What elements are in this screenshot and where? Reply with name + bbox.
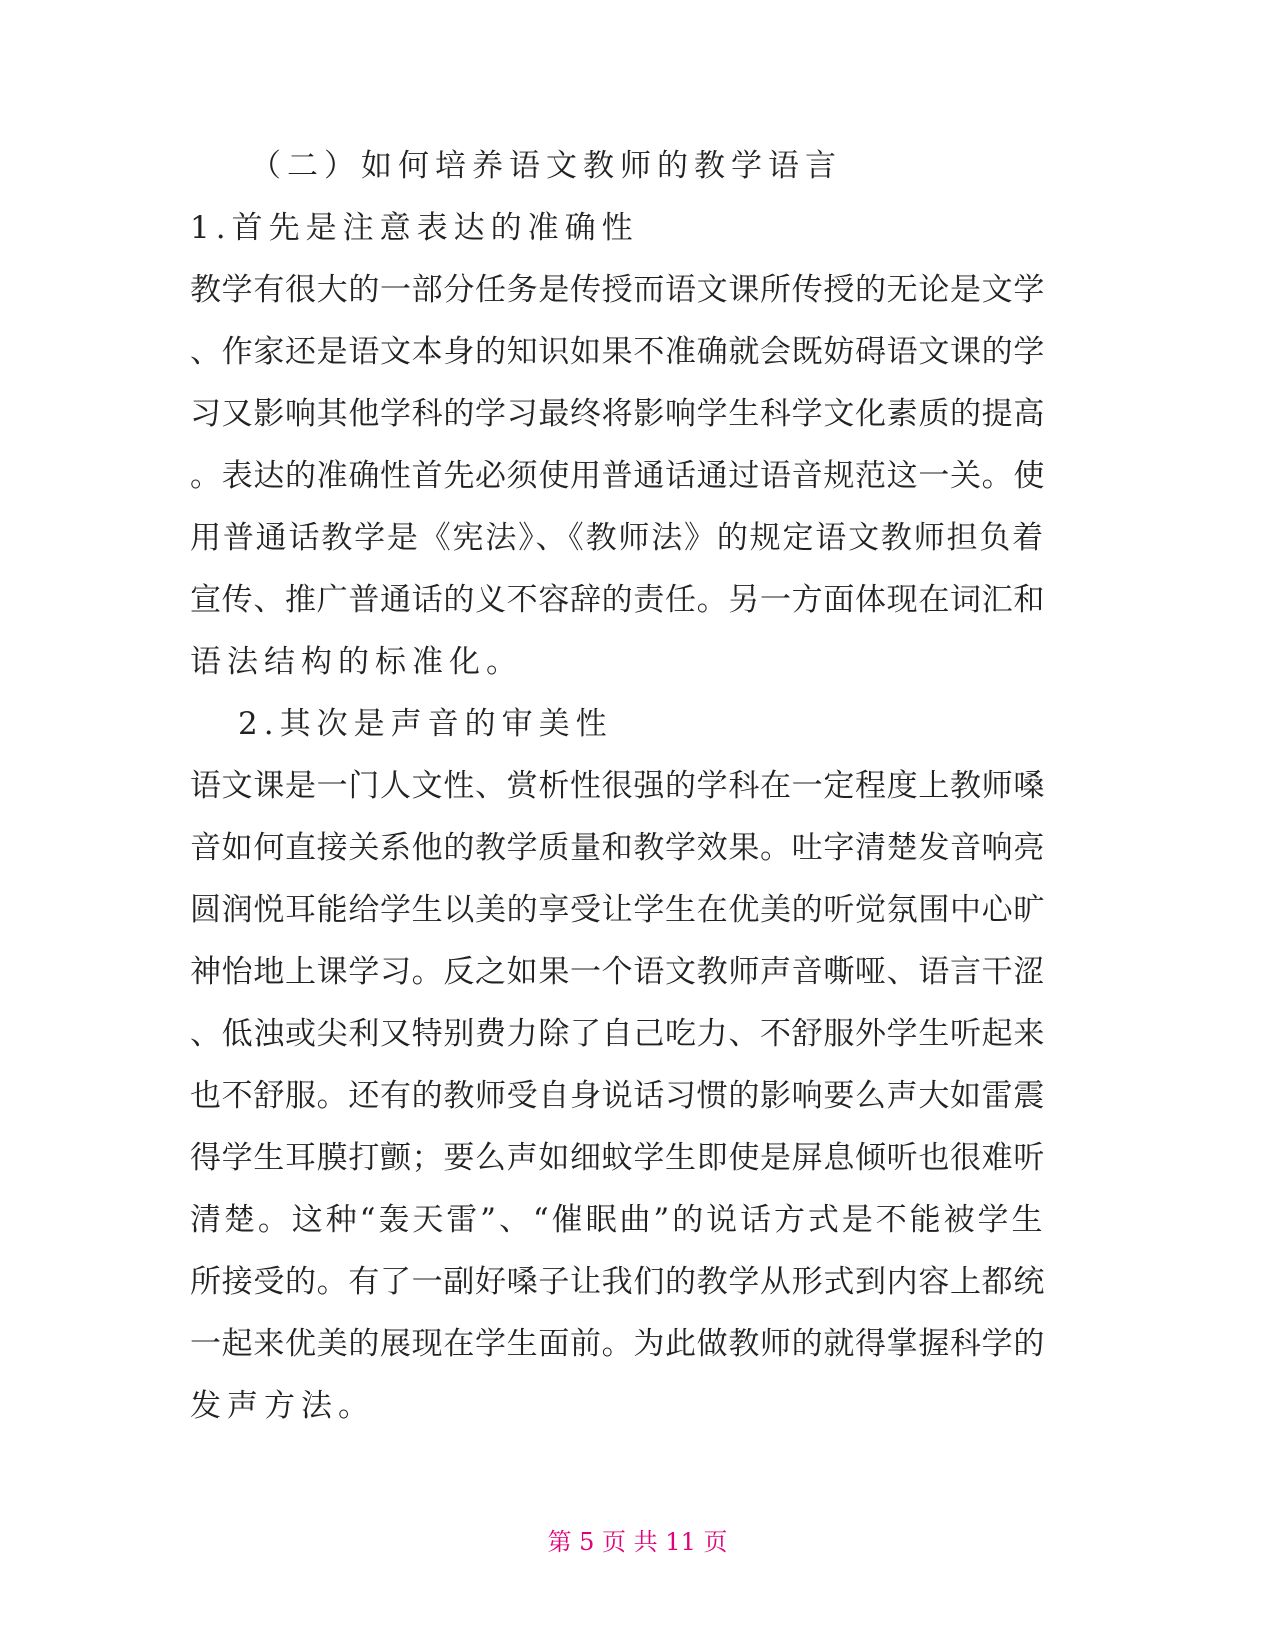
paragraph-line: 清楚。这种“轰天雷”、“催眠曲”的说话方式是不能被学生 — [190, 1202, 1046, 1238]
paragraph-line: 习又影响其他学科的学习最终将影响学生科学文化素质的提高 — [190, 396, 1045, 432]
paragraph-line: 发声方法。 — [190, 1388, 375, 1424]
paragraph-line: 所接受的。有了一副好嗓子让我们的教学从形式到内容上都统 — [190, 1264, 1045, 1300]
paragraph-line: 宣传、推广普通话的义不容辞的责任。另一方面体现在词汇和 — [190, 582, 1045, 618]
paragraph-line: 、低浊或尖利又特别费力除了自己吃力、不舒服外学生听起来 — [190, 1016, 1045, 1052]
paragraph-line: 、作家还是语文本身的知识如果不准确就会既妨碍语文课的学 — [190, 334, 1045, 370]
page-number-footer: 第 5 页 共 11 页 — [547, 1528, 728, 1556]
paragraph-line: 圆润悦耳能给学生以美的享受让学生在优美的听觉氛围中心旷 — [190, 892, 1045, 928]
paragraph-line: 语法结构的标准化。 — [190, 644, 523, 680]
paragraph-line: 也不舒服。还有的教师受自身说话习惯的影响要么声大如雷震 — [190, 1078, 1045, 1114]
paragraph-line: 用普通话教学是《宪法》、《教师法》的规定语文教师担负着 — [190, 520, 1045, 556]
paragraph-line: 教学有很大的一部分任务是传授而语文课所传授的无论是文学 — [190, 272, 1045, 308]
point1-title: 1.首先是注意表达的准确性 — [190, 210, 639, 246]
paragraph-line: 。表达的准确性首先必须使用普通话通过语音规范这一关。使 — [190, 458, 1045, 494]
paragraph-line: 语文课是一门人文性、赏析性很强的学科在一定程度上教师嗓 — [190, 768, 1045, 804]
paragraph-line: 得学生耳膜打颤；要么声如细蚊学生即使是屏息倾听也很难听 — [190, 1140, 1045, 1176]
paragraph-line: 音如何直接关系他的教学质量和教学效果。吐字清楚发音响亮 — [190, 830, 1045, 866]
paragraph-line: 一起来优美的展现在学生面前。为此做教师的就得掌握科学的 — [190, 1326, 1045, 1362]
paragraph-line: 神怡地上课学习。反之如果一个语文教师声音嘶哑、语言干涩 — [190, 954, 1045, 990]
point2-title: 2.其次是声音的审美性 — [238, 706, 613, 742]
section-heading: （二）如何培养语文教师的教学语言 — [250, 148, 842, 184]
